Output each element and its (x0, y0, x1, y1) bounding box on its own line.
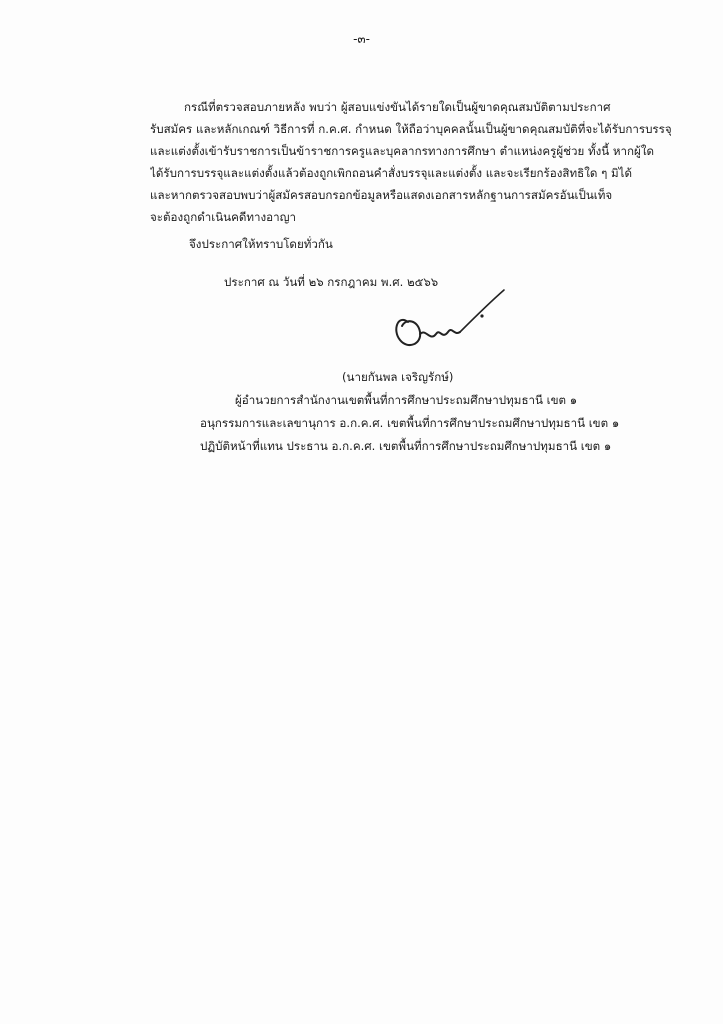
signer-title: อนุกรรมการและเลขานุการ อ.ก.ค.ศ. เขตพื้นที่การศึกษาประถมศึกษาปทุมธานี เขต ๑ (200, 416, 620, 430)
page-number: -๓- (353, 32, 370, 46)
body-paragraph (150, 96, 682, 228)
paragraph-line: กรณีที่ตรวจสอบภายหลัง พบว่า ผู้สอบแข่งขันได้รายใดเป็นผู้ขาดคุณสมบัติตามประกาศ (184, 100, 611, 114)
paragraph-line: รับสมัคร และหลักเกณฑ์ วิธีการที่ ก.ค.ศ. กำหนด ให้ถือว่าบุคคลนั้นเป็นผู้ขาดคุณสมบัติที่จะได้รับการบรรจุ (150, 122, 672, 136)
signer-name: (นายกันพล เจริญรักษ์) (342, 370, 454, 384)
paragraph-line: จะต้องถูกดำเนินคดีทางอาญา (150, 210, 297, 224)
signer-title: ปฏิบัติหน้าที่แทน ประธาน อ.ก.ค.ศ. เขตพื้นที่การศึกษาประถมศึกษาปทุมธานี เขต ๑ (200, 439, 612, 453)
handwritten-signature (370, 252, 520, 362)
signer-title: ผู้อำนวยการสำนักงานเขตพื้นที่การศึกษาประถมศึกษาปทุมธานี เขต ๑ (235, 393, 578, 407)
announcement-text: จึงประกาศให้ทราบโดยทั่วกัน (189, 237, 333, 251)
paragraph-line: และแต่งตั้งเข้ารับราชการเป็นข้าราชการครูและบุคลากรทางการศึกษา ตำแหน่งครูผู้ช่วย ทั้งนี้ หากผู้ใด (150, 144, 655, 158)
paragraph-line: และหากตรวจสอบพบว่าผู้สมัครสอบกรอกข้อมูลหรือแสดงเอกสารหลักฐานการสมัครอันเป็นเท็จ (150, 188, 613, 202)
paragraph-line: ได้รับการบรรจุและแต่งตั้งแล้วต้องถูกเพิกถอนคำสั่งบรรจุและแต่งตั้ง และจะเรียกร้องสิทธิใด ๆ มิได้ (150, 166, 632, 180)
date-line: ประกาศ ณ วันที่ ๒๖ กรกฎาคม พ.ศ. ๒๕๖๖ (224, 275, 439, 289)
